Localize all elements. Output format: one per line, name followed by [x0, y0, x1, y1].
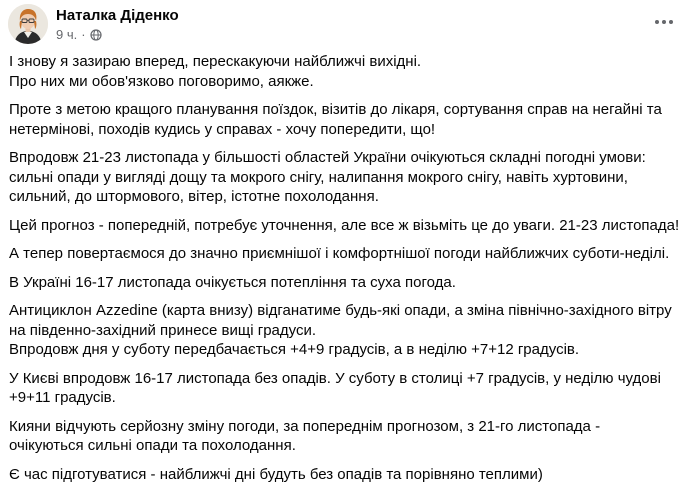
paragraph-line: сильні опади у вигляді дощу та мокрого снігу, налипання мокрого снігу, навіть хуртовини, [9, 168, 628, 186]
paragraph-line: Цей прогноз - попередній, потребує уточнення, але все ж візьміть це до уваги. 21-23 листопада! [9, 216, 680, 234]
paragraph-line: Про них ми обов'язково поговоримо, аякже. [9, 72, 314, 90]
more-options-button[interactable] [652, 10, 676, 34]
paragraph-line: І знову я зазираю вперед, перескакуючи найближчі вихідні. [9, 53, 422, 70]
post-meta [56, 27, 102, 42]
post-paragraph [9, 100, 677, 139]
paragraph-line: А тепер повертаємося до значно приємнішої і комфортнішої погоди найближчих суботи-неділі. [9, 245, 670, 262]
paragraph-line: У Києві впродовж 16-17 листопада без опадів. У суботу в столиці +7 градусів, у неділю чудові [9, 369, 661, 387]
paragraph-line: нетермінові, походів кудись у справах - хочу попередити, що! [9, 120, 436, 138]
post-header [8, 4, 678, 44]
avatar-image [8, 4, 48, 44]
paragraph-line: Є час підготуватися - найближчі дні будуть без опадів та порівняно теплими) [9, 465, 543, 483]
globe-icon [90, 29, 102, 41]
paragraph-line: Впродовж дня у суботу передбачається +4+9 градусів, а в неділю +7+12 градусів. [9, 341, 580, 358]
post-paragraph [9, 273, 677, 293]
paragraph-line: В Україні 16-17 листопада очікується потепління та суха погода. [9, 273, 456, 291]
post-body [9, 52, 680, 493]
paragraph-line: очікуються сильні опади та похолодання. [9, 437, 296, 454]
post-paragraph [9, 301, 677, 360]
paragraph-line: Антициклон Azzedine (карта внизу) відганатиме будь-які опади, а зміна північно-західного вітру [9, 302, 672, 319]
paragraph-line: на південно-західний принесе вищі градуси. [9, 321, 317, 339]
post-time[interactable]: 9 ч. [56, 27, 78, 42]
paragraph-line: +9+11 градусів. [9, 389, 116, 406]
post-paragraph [9, 417, 677, 456]
post-paragraph [9, 216, 680, 236]
author-avatar[interactable] [8, 4, 48, 44]
post-paragraph [9, 244, 677, 264]
paragraph-line: Проте з метою кращого планування поїздок, візитів до лікаря, сортування справ на негайні та [9, 101, 662, 118]
paragraph-line: Кияни відчують серйозну зміну погоди, за попереднім прогнозом, з 21-го листопада - [9, 417, 601, 435]
post-paragraph [9, 148, 677, 207]
paragraph-line: сильний, до штормового, вітер, істотне похолодання. [9, 188, 379, 205]
paragraph-line: Впродовж 21-23 листопада у більшості областей України очікуються складні погодні умови: [9, 149, 646, 166]
post-paragraph [9, 52, 677, 91]
post-paragraph [9, 369, 677, 408]
meta-separator: · [81, 27, 86, 42]
author-name[interactable]: Наталка Діденко [56, 7, 179, 24]
more-options-icon [654, 19, 674, 25]
post-paragraph [9, 465, 677, 485]
